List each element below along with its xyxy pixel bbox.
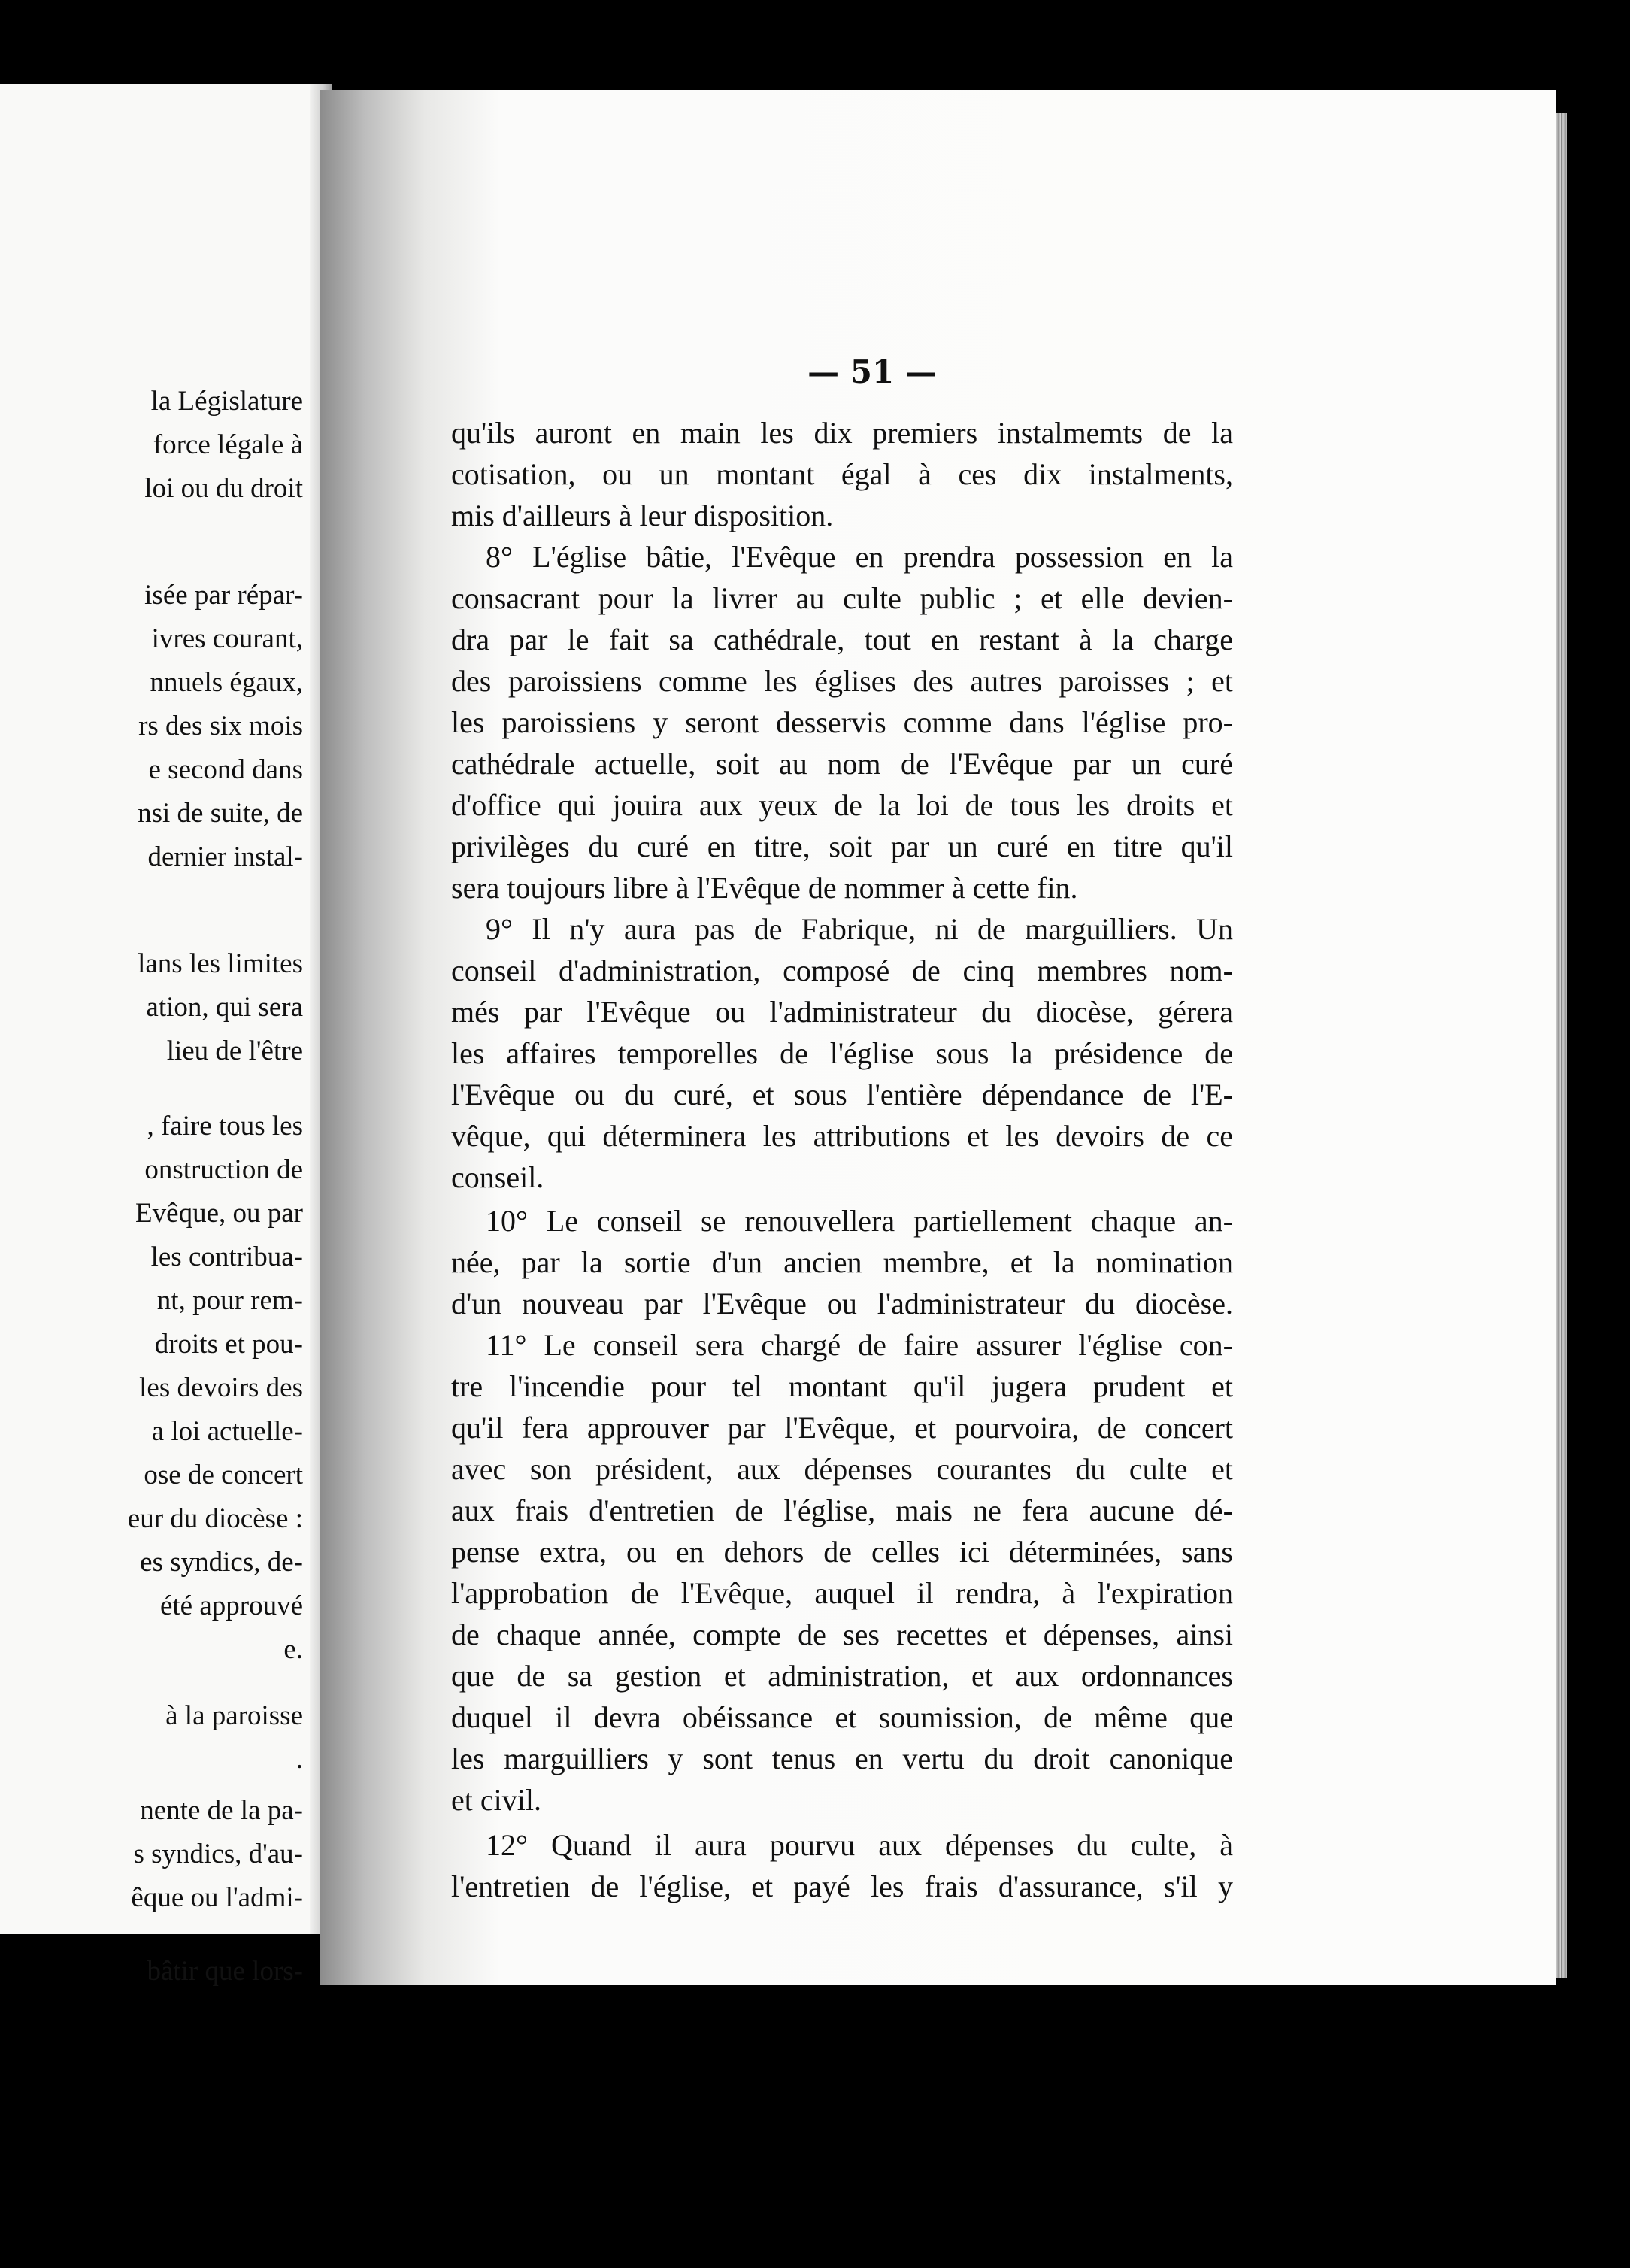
text-line: duquel il devra obéissance et soumission, de même que	[451, 1700, 1233, 1734]
left-line: été approuvé	[159, 1590, 303, 1621]
text-line: d'un nouveau par l'Evêque ou l'administrateur du diocèse.	[451, 1287, 1233, 1320]
text-line: cathédrale actuelle, soit au nom de l'Evêque par un curé	[451, 747, 1233, 781]
left-page	[0, 84, 320, 1987]
left-line: nsi de suite, de	[138, 798, 303, 829]
text-line: aux frais d'entretien de l'église, mais ne fera aucune dé-	[451, 1493, 1233, 1527]
text-line: mis d'ailleurs à leur disposition.	[451, 499, 834, 532]
text-line: tre l'incendie pour tel montant qu'il jugera prudent et	[451, 1369, 1233, 1403]
text-line: privilèges du curé en titre, soit par un curé en titre qu'il	[451, 829, 1233, 863]
text-line: vêque, qui déterminera les attributions et les devoirs de ce	[451, 1119, 1233, 1153]
text-line: l'Evêque ou du curé, et sous l'entière dépendance de l'E-	[451, 1078, 1233, 1111]
text-line: 10° Le conseil se renouvellera partiellement chaque an-	[486, 1204, 1233, 1238]
left-line: a loi actuelle-	[151, 1416, 303, 1447]
left-line: , faire tous les	[147, 1111, 303, 1142]
text-line: cotisation, ou un montant égal à ces dix instalments,	[451, 457, 1233, 491]
left-line: Evêque, ou par	[135, 1198, 303, 1229]
text-line: née, par la sortie d'un ancien membre, et la nomination	[451, 1245, 1233, 1279]
left-line: s syndics, d'au-	[133, 1839, 303, 1869]
text-line: qu'il fera approuver par l'Evêque, et pourvoira, de concert	[451, 1411, 1233, 1445]
left-line: e.	[283, 1634, 303, 1665]
text-line: avec son président, aux dépenses courantes du culte et	[451, 1452, 1233, 1486]
text-line: l'entretien de l'église, et payé les frais d'assurance, s'il y	[451, 1869, 1233, 1903]
text-line: 12° Quand il aura pourvu aux dépenses du culte, à	[486, 1828, 1233, 1862]
text-line: des paroissiens comme les églises des autres paroisses ; et	[451, 664, 1233, 698]
left-line: nnuels égaux,	[150, 667, 303, 698]
page-number: — 51 —	[807, 353, 937, 390]
text-line: consacrant pour la livrer au culte public ; et elle devien-	[451, 581, 1233, 615]
text-line: 11° Le conseil sera chargé de faire assurer l'église con-	[486, 1328, 1233, 1362]
left-line: e second dans	[148, 754, 303, 785]
text-line: 9° Il n'y aura pas de Fabrique, ni de marguilliers. Un	[486, 912, 1233, 946]
text-line: les paroissiens y seront desservis comme dans l'église pro-	[451, 705, 1233, 739]
left-line: rs des six mois	[138, 711, 303, 741]
left-line: les contribua-	[150, 1242, 303, 1272]
text-line: et civil.	[451, 1783, 541, 1817]
left-line: nente de la pa-	[140, 1795, 303, 1826]
text-line: que de sa gestion et administration, et aux ordonnances	[451, 1659, 1233, 1693]
left-line: nt, pour rem-	[156, 1285, 303, 1316]
left-line: isée par répar-	[144, 580, 303, 611]
left-line: ose de concert	[144, 1460, 303, 1490]
left-line: force légale à	[153, 429, 303, 460]
left-line: onstruction de	[144, 1154, 303, 1185]
left-line: ation, qui sera	[146, 992, 303, 1023]
text-line: més par l'Evêque ou l'administrateur du diocèse, gérera	[451, 995, 1233, 1029]
left-line: les devoirs des	[139, 1372, 303, 1403]
text-line: les marguilliers y sont tenus en vertu du droit canonique	[451, 1742, 1233, 1775]
left-line: la Législature	[150, 386, 303, 417]
left-line: lans les limites	[138, 948, 303, 979]
left-line: dernier instal-	[147, 841, 303, 872]
left-line: eur du diocèse :	[127, 1503, 303, 1534]
text-line: dra par le fait sa cathédrale, tout en restant à la charge	[451, 623, 1233, 656]
text-line: conseil d'administration, composé de cinq membres nom-	[451, 954, 1233, 987]
text-line: l'approbation de l'Evêque, auquel il rendra, à l'expiration	[451, 1576, 1233, 1610]
text-line: de chaque année, compte de ses recettes et dépenses, ainsi	[451, 1618, 1233, 1651]
text-line: les affaires temporelles de l'église sous la présidence de	[451, 1036, 1233, 1070]
text-line: d'office qui jouira aux yeux de la loi de tous les droits et	[451, 788, 1233, 822]
left-line: ivres courant,	[151, 623, 303, 654]
text-line: pense extra, ou en dehors de celles ici déterminées, sans	[451, 1535, 1233, 1569]
text-line: conseil.	[451, 1160, 544, 1194]
text-line: qu'ils auront en main les dix premiers instalmemts de la	[451, 416, 1233, 450]
left-line: bâtir que lors-	[147, 1956, 303, 1987]
text-line: 8° L'église bâtie, l'Evêque en prendra possession en la	[486, 540, 1233, 574]
left-line: loi ou du droit	[144, 473, 303, 504]
left-line: es syndics, de-	[140, 1547, 303, 1578]
text-line: sera toujours libre à l'Evêque de nommer à cette fin.	[451, 871, 1078, 905]
left-line: .	[295, 1744, 303, 1775]
left-line: êque ou l'admi-	[131, 1882, 303, 1913]
left-line: à la paroisse	[165, 1700, 303, 1731]
left-line: droits et pou-	[154, 1329, 303, 1360]
left-line: lieu de l'être	[166, 1035, 303, 1066]
